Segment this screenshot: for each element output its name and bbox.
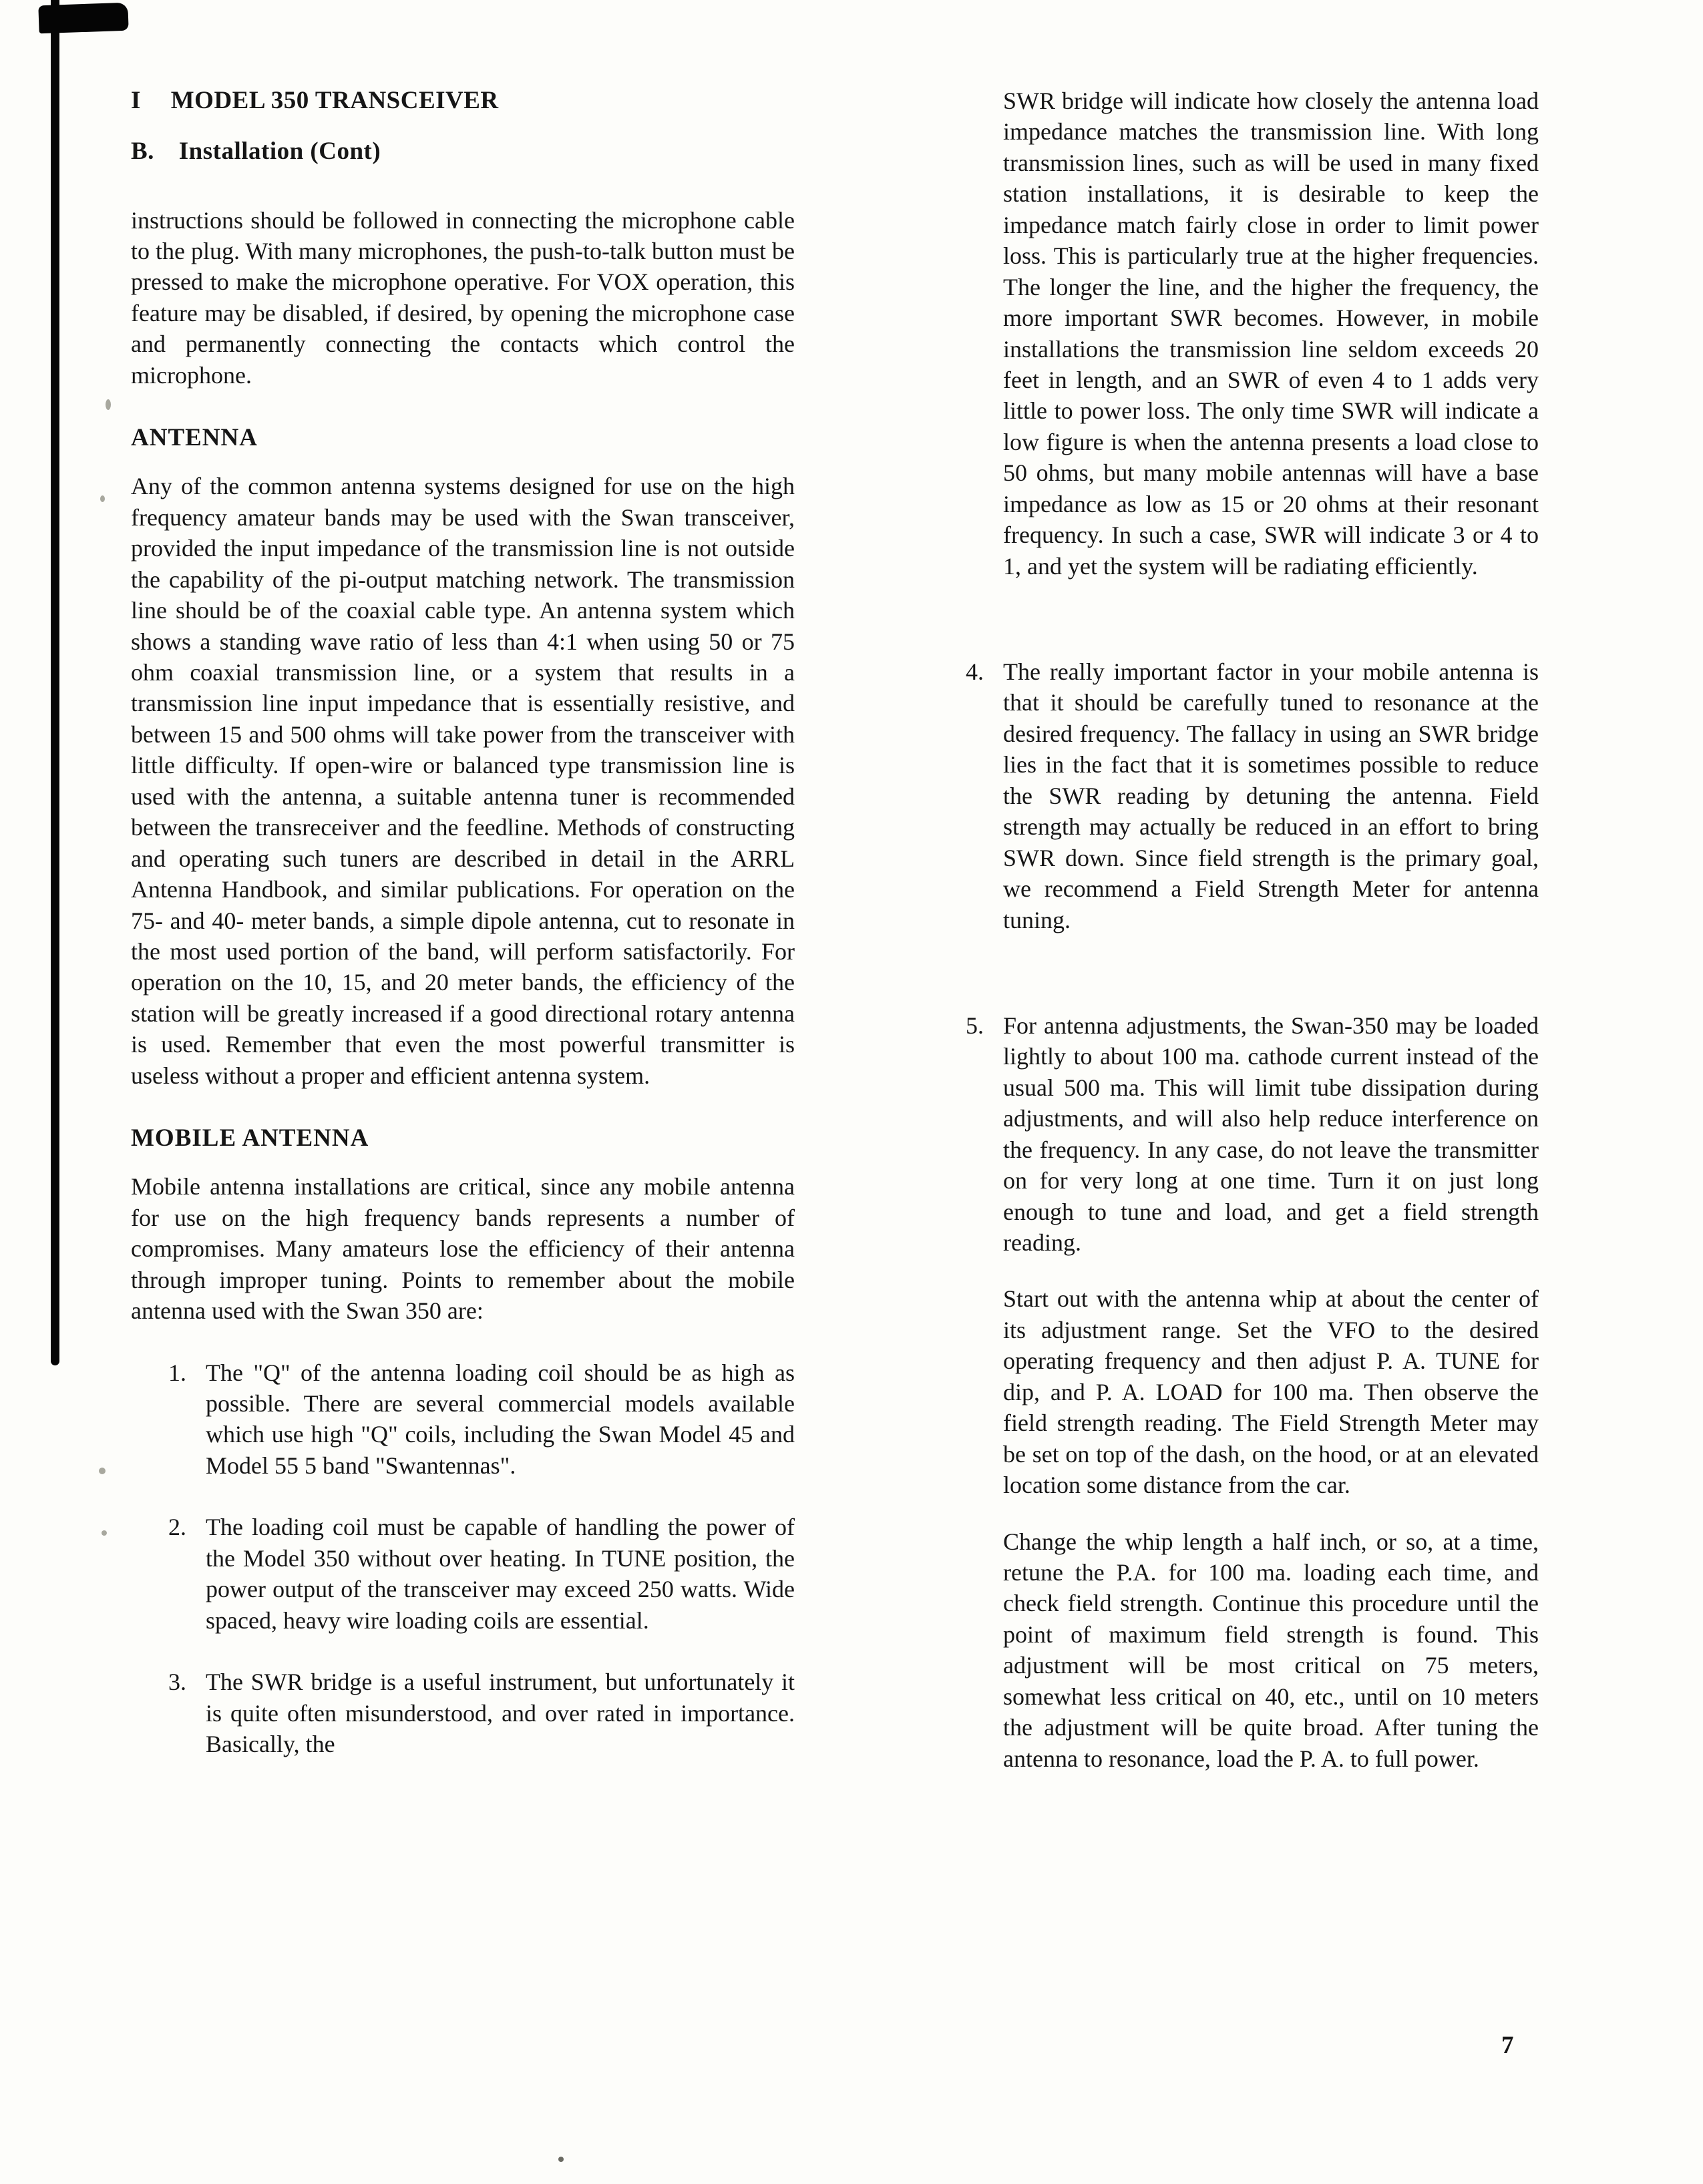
scan-artifact-edge-bar xyxy=(51,0,59,1365)
item5-continuation-paragraph: Change the whip length a half inch, or so, at a time, retune the P.A. for 100 ma. loading each time, and check field strength. Continue this procedure until the point of maximum field strength is found. This adjustment will be most critical on 75 meters, somewhat less critical on 40, etc., until on 10 meters the adjustment will be quite broad. After tuning the antenna to resonance, load the P. A. to full power. xyxy=(1003,1528,1539,1772)
antenna-heading: ANTENNA xyxy=(131,424,258,452)
scan-speck xyxy=(102,1530,107,1536)
section-heading xyxy=(131,136,795,167)
list-item-text: The "Q" of the antenna loading coil should be as high as possible. There are several commercial models available which use high "Q" coils, including the Swan Model 45 and Model 55 5 band "Swantennas". xyxy=(206,1359,795,1479)
mobile-antenna-heading: MOBILE ANTENNA xyxy=(131,1124,369,1152)
section-title: Installation (Cont) xyxy=(178,138,381,166)
chapter-number: I xyxy=(131,87,141,114)
chapter-title: MODEL 350 TRANSCEIVER xyxy=(170,87,499,114)
section-number: B. xyxy=(131,138,154,166)
item3-continuation-paragraph: SWR bridge will indicate how closely the antenna load impedance matches the transmission line. With long transmission lines, such as will be used in many fixed station installations, it is desirable to keep the impedance match fairly close in order to limit power loss. This is particularly true at the higher frequencies. The longer the line, and the higher the frequency, the more important SWR becomes. However, in mobile installations the transmission line seldom exceeds 20 feet in length, and an SWR of even 4 to 1 adds very little to power loss. The only time SWR will indicate a low figure is when the antenna presents a load close to 50 ohms, but many mobile antennas will have a base impedance as low as 15 or 20 ohms at their resonant frequency. In such a case, SWR will indicate 3 or 4 to 1, and yet the system will be radiating efficiently. xyxy=(1003,87,1539,580)
list-item xyxy=(168,1667,795,1759)
list-item xyxy=(168,1357,795,1482)
intro-paragraph: instructions should be followed in connecting the microphone cable to the plug. With many microphones, the push-to-talk button must be pressed to make the microphone operative. For VOX operation, this feature may be disabled, if desired, by opening the microphone case and permanently connecting the contacts which control the microphone. xyxy=(131,206,795,389)
list-item xyxy=(966,656,1539,935)
list-item-number: 4. xyxy=(966,658,984,685)
scan-speck xyxy=(106,399,111,410)
list-item-number: 3. xyxy=(168,1669,186,1696)
list-item-text: The loading coil must be capable of handling the power of the Model 350 without over heating. In TUNE position, the power output of the transceiver may exceed 250 watts. Wide spaced, heavy wire loading coils are essential. xyxy=(206,1514,795,1634)
left-column xyxy=(131,85,795,1774)
page-number: 7 xyxy=(1501,2032,1514,2059)
scan-speck xyxy=(558,2157,564,2162)
mobile-antenna-paragraph: Mobile antenna installations are critical, since any mobile antenna for use on the high frequency bands represents a number of compromises. Many amateurs lose the efficiency of their antenna through improper tuning. Points to remember about the mobile antenna used with the Swan 350 are: xyxy=(131,1173,795,1325)
antenna-paragraph: Any of the common antenna systems designed for use on the high frequency amateur bands may be used with the Swan transceiver, provided the input impedance of the transmission line is not outside the capability of the pi-output matching network. The transmission line should be of the coaxial cable type. An antenna system which shows a standing wave ratio of less than 4:1 when using 50 or 75 ohm coaxial transmission line, or a system that results in a transmission line input impedance that is essentially resistive, and between 15 and 500 ohms will take power from the transceiver with little difficulty. If open-wire or balanced type transmission line is used with the antenna, a suitable antenna tuner is recommended between the transreceiver and the feedline. Methods of constructing and operating such tuners are described in detail in the ARRL Antenna Handbook, and similar publications. For operation on the 75- and 40- meter bands, a simple dipole antenna, cut to resonate in the most used portion of the band, will perform satisfactorily. For operation on the 10, 15, and 20 meter bands, the efficiency of the station will be greatly increased if a good directional rotary antenna is used. Remember that even the most powerful transmitter is useless without a proper and efficient antenna system. xyxy=(131,473,795,1089)
list-item xyxy=(168,1512,795,1636)
list-item-number: 5. xyxy=(966,1012,984,1039)
item5-continuation-paragraph: Start out with the antenna whip at about the center of its adjustment range. Set the VFO to the desired operating frequency and then adjust P. A. TUNE for dip, and P. A. LOAD for 100 ma. Then observe the field strength reading. The Field Strength Meter may be set on top of the dash, on the hood, or at an elevated location some distance from the car. xyxy=(1003,1285,1539,1499)
list-item-text: The SWR bridge is a useful instrument, but unfortunately it is quite often misunderstood, and over rated in importance. Basically, the xyxy=(206,1669,795,1757)
chapter-heading xyxy=(131,85,795,116)
right-column xyxy=(966,85,1539,1774)
scan-speck xyxy=(100,495,105,502)
list-item-number: 1. xyxy=(168,1359,186,1386)
list-item-number: 2. xyxy=(168,1514,186,1541)
list-item-text: The really important factor in your mobile antenna is that it should be carefully tuned to resonance at the desired frequency. The fallacy in using an SWR bridge lies in the fact that it is sometimes possible to reduce the SWR reading by detuning the antenna. Field strength may actually be reduced in an effort to bring SWR down. Since field strength is the primary goal, we recommend a Field Strength Meter for antenna tuning. xyxy=(1003,658,1539,933)
scan-speck xyxy=(99,1468,106,1474)
page-content xyxy=(131,85,1539,1774)
list-item-text: For antenna adjustments, the Swan-350 may be loaded lightly to about 100 ma. cathode current instead of the usual 500 ma. This will limit tube dissipation during adjustments, and will also help reduce interference on the frequency. In any case, do not leave the transmitter on for very long at one time. Turn it on just long enough to tune and load, and get a field strength reading. xyxy=(1003,1012,1539,1256)
list-item xyxy=(966,1010,1539,1259)
